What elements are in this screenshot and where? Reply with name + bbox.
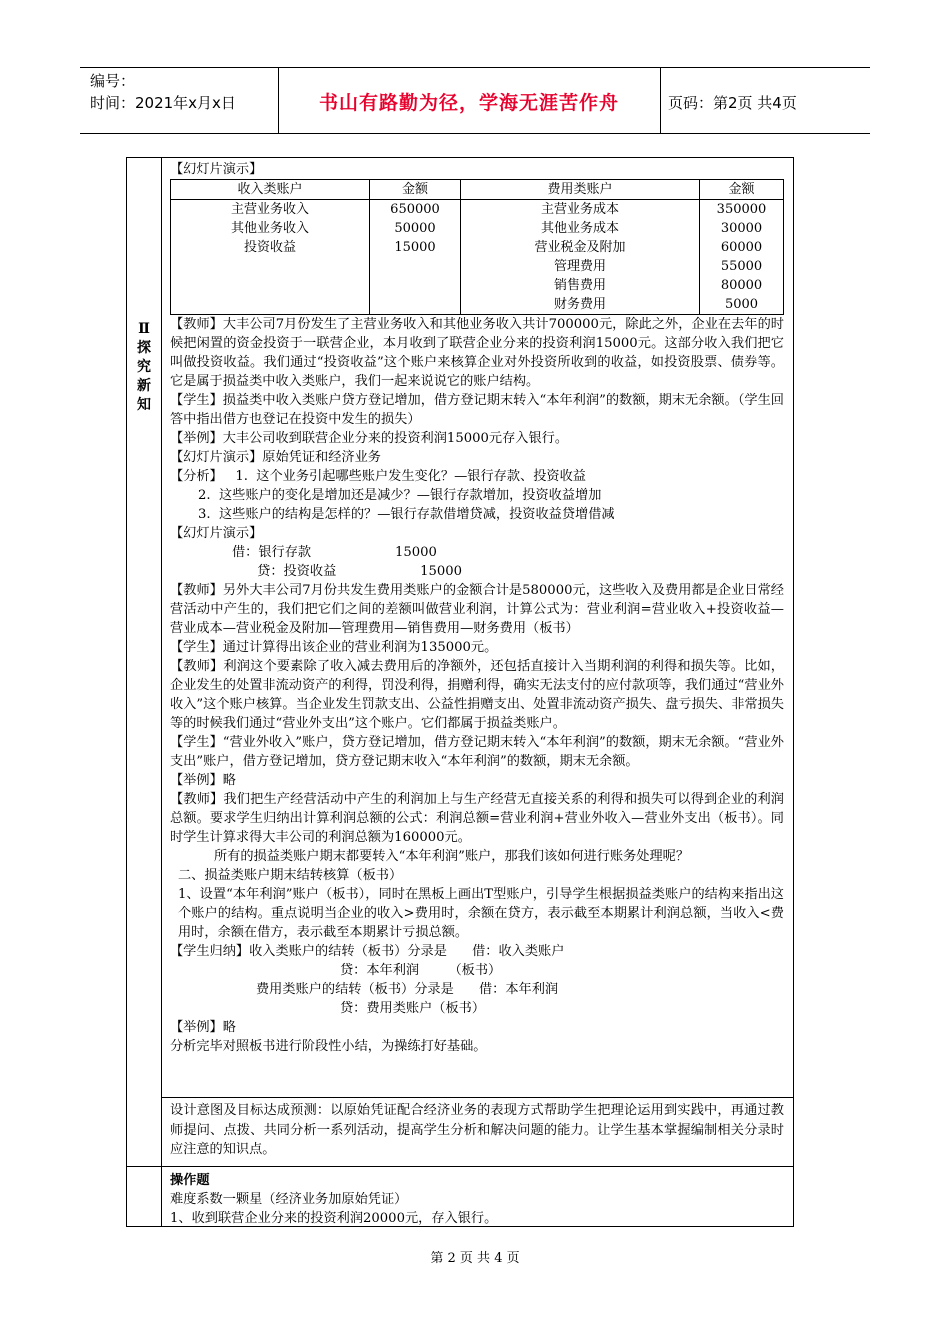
section-label-text: Ⅱ 探 究 新 知 [137,321,151,413]
analysis-item-2: 2. 这些账户的变化是增加还是减少？—银行存款增加，投资收益增加 [198,488,602,503]
example-paragraph: 【举例】大丰公司收到联营企业分来的投资利润15000元存入银行。 [170,431,569,446]
table-cell: 50000 [370,219,461,238]
analysis-item-1: 【分析】 1. 这个业务引起哪些账户发生变化？—银行存款、投资收益 [170,469,586,484]
account-table-header [171,180,784,200]
table-cell: 15000 [370,238,461,257]
page-footer: 第 2 页 共 4 页 [430,1251,520,1266]
table-row [171,219,784,238]
teacher-paragraph: 【教师】利润这个要素除了收入减去费用后的净额外，还包括直接计入当期利润的利得和损失等。比如，企业发生的处置非流动资产的利得，罚没利得，捐赠利得，确实无法支付的应付款项等，我们通过“营业外收入”这个账户核算。当企业发生罚款支出、公益性捐赠支出、处置非流动资产损失、盘亏损失、非常损失等的时候我们通过“营业外支出”这个账户。它们都属于损益类账户。 [170,659,784,731]
operations-section [170,1171,784,1228]
table-cell: 主营业务收入 [171,200,370,220]
table-row [171,257,784,276]
student-summary-line: 贷：费用类账户（板书） [340,1001,486,1016]
header-top-rule [80,67,870,68]
analysis-item-3: 3. 这些账户的结构是怎样的？—银行存款借增贷减，投资收益贷增借减 [198,507,615,522]
lesson-content [170,160,784,1056]
journal-entry-credit: 贷：投资收益 15000 [232,564,463,579]
label-column-divider [161,157,162,1226]
header-motto: 书山有路勤为径，学海无涯苦作舟 [318,92,619,114]
header-bottom-rule [80,133,870,134]
account-table [170,179,784,315]
operations-difficulty: 难度系数一颗星（经济业务加原始凭证） [170,1192,408,1207]
table-row [171,200,784,220]
table-cell: 5000 [700,295,784,315]
transition-question: 所有的损益类账户期末都要转入“本年利润”账户，那我们该如何进行账务处理呢？ [214,849,690,864]
teacher-paragraph: 【教师】另外大丰公司7月份共发生费用类账户的金额合计是580000元，这些收入及费用都是企业日常经营活动中产生的，我们把它们之间的差额叫做营业利润，计算公式为：营业利润=营业收入+投资收益—营业成本—营业税金及附加—管理费用—销售费用—财务费用（板书） [170,583,784,636]
table-cell: 其他业务成本 [461,219,700,238]
table-cell: 55000 [700,257,784,276]
design-intent [170,1101,784,1160]
student-summary-line: 【学生归纳】收入类账户的结转（板书）分录是 借：收入类账户 [170,944,565,959]
table-cell: 350000 [700,200,784,220]
student-paragraph: 【学生】“营业外收入”账户，贷方登记增加，借方登记期末转入“本年利润”的数额，期末无余额。“营业外支出”账户，借方登记增加，贷方登记期末收入“本年利润”的数额，期末无余额。 [170,735,784,769]
slide-heading: 【幻灯片演示】 [170,162,263,177]
table-cell [171,257,370,276]
header-expense-account: 费用类账户 [461,180,700,200]
table-cell [171,295,370,315]
table-row [171,276,784,295]
header-amount: 金额 [700,180,784,200]
design-intent-text: 设计意图及目标达成预测：以原始凭证配合经济业务的表现方式帮助学生把理论运用到实践中，再通过教师提问、点拨、共同分析一系列活动，提高学生分析和解决问题的能力。让学生基本掌握编制相关分录时应注意的知识点。 [170,1103,784,1157]
header-amount: 金额 [370,180,461,200]
instruction-paragraph: 1、设置“本年利润”账户（板书），同时在黑板上画出T型账户，引导学生根据损益类账户的结构来指出这个账户的结构。重点说明当企业的收入>费用时，余额在贷方，表示截至本期累计利润总额，当收入<费用时，余额在借方，表示截至本期累计亏损总额。 [178,887,784,940]
header-income-account: 收入类账户 [171,180,370,200]
table-cell [171,276,370,295]
table-row [171,295,784,315]
table-cell: 销售费用 [461,276,700,295]
table-cell: 财务费用 [461,295,700,315]
table-cell: 650000 [370,200,461,220]
table-cell [370,276,461,295]
table-row [171,238,784,257]
table-cell: 主营业务成本 [461,200,700,220]
slide-paragraph: 【幻灯片演示】 [170,526,263,541]
example-paragraph: 【举例】略 [170,773,236,788]
table-cell: 80000 [700,276,784,295]
header-date: 时间：2021年x月x日 [90,94,236,112]
journal-entry-debit: 借：银行存款 15000 [232,545,437,560]
table-cell: 营业税金及附加 [461,238,700,257]
table-cell: 投资收益 [171,238,370,257]
header-divider-right [660,68,661,133]
section-label-explore [130,320,158,415]
table-cell [370,257,461,276]
student-paragraph: 【学生】通过计算得出该企业的营业利润为135000元。 [170,640,498,655]
header-page-number: 页码：第2页 共4页 [668,94,797,112]
operations-item: 1、收到联营企业分来的投资利润20000元，存入银行。 [170,1211,498,1226]
design-row-divider [162,1097,793,1098]
student-summary-line: 贷：本年利润 （板书） [340,963,502,978]
student-summary-line: 费用类账户的结转（板书）分录是 借：本年利润 [256,982,559,997]
table-cell [370,295,461,315]
section-heading: 二、损益类账户期末结转核算（板书） [178,868,403,883]
table-cell: 管理费用 [461,257,700,276]
summary-paragraph: 分析完毕对照板书进行阶段性小结，为操练打好基础。 [170,1039,487,1054]
operations-row-divider [126,1166,793,1167]
teacher-paragraph: 【教师】大丰公司7月份发生了主营业务收入和其他业务收入共计700000元，除此之外，企业在去年的时候把闲置的资金投资于一联营企业，本月收到了联营企业分来的投资利润15000元。这部分收入我们把它叫做投资收益。我们通过“投资收益”这个账户来核算企业对外投资所收到的收益，如投资股票、债券等。它是属于损益类中收入类账户，我们一起来说说它的账户结构。 [170,317,784,389]
student-paragraph: 【学生】损益类中收入类账户贷方登记增加，借方登记期末转入“本年利润”的数额，期末无余额。（学生回答中指出借方也登记在投资中发生的损失） [170,393,784,427]
table-cell: 其他业务收入 [171,219,370,238]
table-cell: 60000 [700,238,784,257]
example-paragraph: 【举例】略 [170,1020,236,1035]
header-number: 编号： [90,72,136,90]
operations-title: 操作题 [170,1173,210,1188]
table-cell: 30000 [700,219,784,238]
slide-paragraph: 【幻灯片演示】原始凭证和经济业务 [170,450,381,465]
teacher-paragraph: 【教师】我们把生产经营活动中产生的利润加上与生产经营无直接关系的利得和损失可以得到企业的利润总额。要求学生归纳出计算利润总额的公式：利润总额=营业利润+营业外收入—营业外支出（板书）。同时学生计算求得大丰公司的利润总额为160000元。 [170,792,784,845]
header-info [90,70,236,114]
